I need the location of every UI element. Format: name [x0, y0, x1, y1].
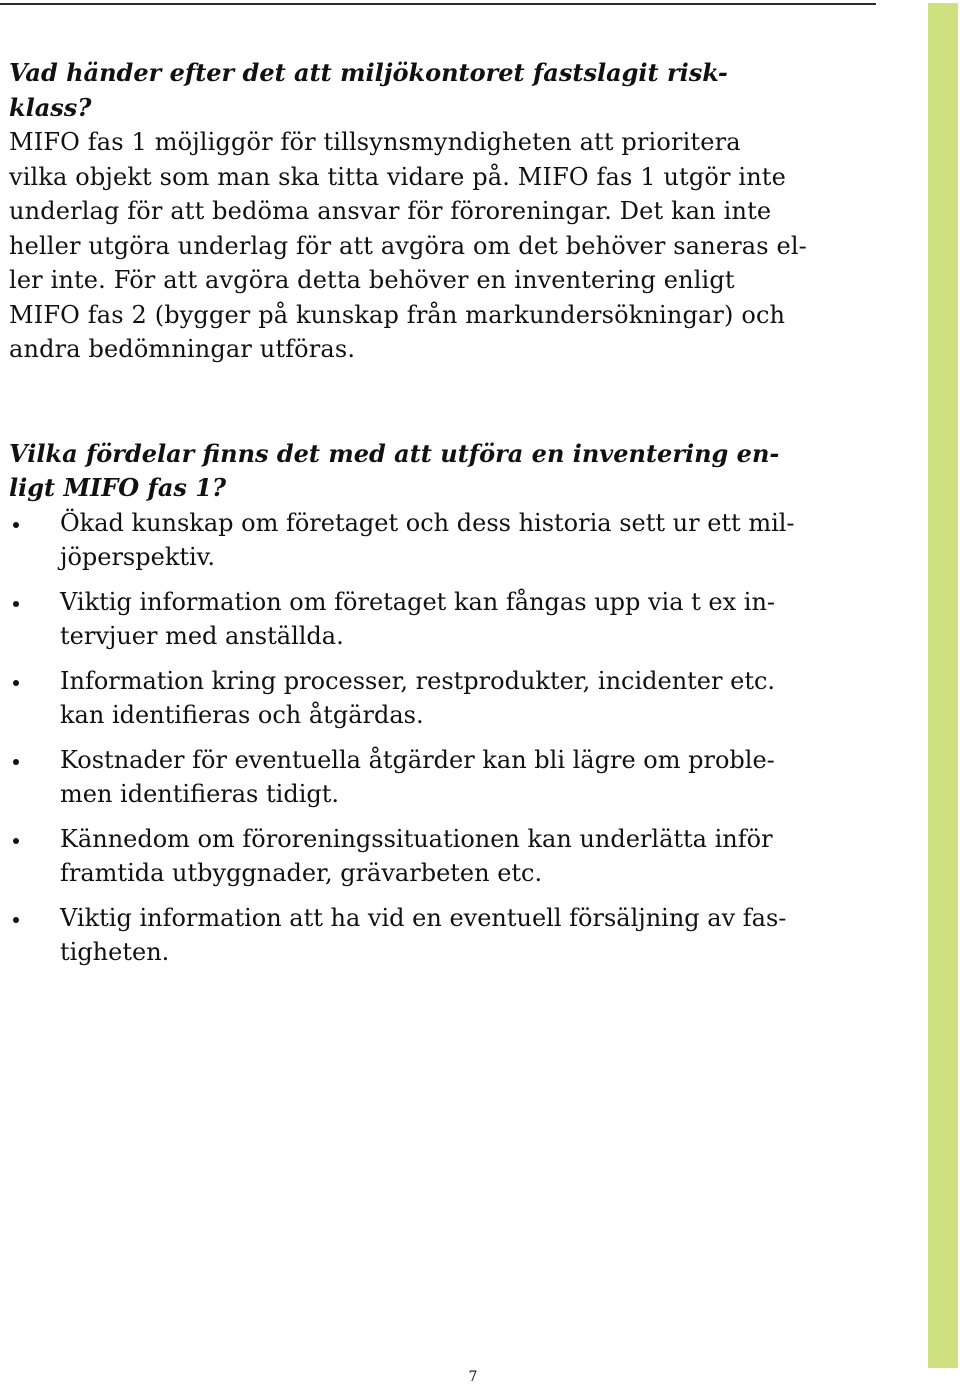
heading-line: Vad händer efter det att miljökontoret fastslagit risk- [9, 58, 728, 87]
list-item [9, 822, 871, 891]
section-heading-benefits [9, 437, 871, 506]
side-accent-bar [928, 3, 958, 1368]
list-item-line: Viktig information att ha vid en eventuell försäljning av fas- [60, 903, 787, 932]
section-heading-risk-class [9, 56, 871, 125]
list-item [9, 743, 871, 812]
list-item-line: jöperspektiv. [60, 543, 216, 571]
list-item-line: men identifieras tidigt. [60, 780, 339, 808]
heading-line: klass? [9, 92, 92, 122]
paragraph-line: MIFO fas 2 (bygger på kunskap från markundersökningar) och [9, 300, 786, 329]
benefits-list [9, 506, 871, 970]
list-item-line: Kostnader för eventuella åtgärder kan bli lägre om proble- [60, 745, 775, 774]
list-item-line: kan identifieras och åtgärdas. [60, 701, 424, 729]
paragraph-line: andra bedömningar utföras. [9, 335, 356, 363]
section-spacer [9, 367, 871, 437]
bullet-dot-icon [13, 759, 19, 765]
paragraph-line: ler inte. För att avgöra detta behöver en inventering enligt [9, 266, 735, 294]
list-item-line: framtida utbyggnader, grävarbeten etc. [60, 859, 543, 887]
bullet-dot-icon [13, 838, 19, 844]
paragraph-line: vilka objekt som man ska titta vidare på. MIFO fas 1 utgör inte [9, 162, 786, 191]
list-item-line: tervjuer med anställda. [60, 622, 344, 650]
list-item-line: Kännedom om föroreningssituationen kan underlätta inför [60, 824, 773, 853]
list-item-line: tigheten. [60, 938, 170, 966]
bullet-dot-icon [13, 601, 19, 607]
list-item [9, 585, 871, 654]
list-item [9, 901, 871, 970]
list-item [9, 664, 871, 733]
list-item [9, 506, 871, 575]
bullet-dot-icon [13, 680, 19, 686]
heading-line: Vilka fördelar finns det med att utföra en inventering en- [9, 438, 780, 468]
paragraph-line: underlag för att bedöma ansvar för föroreningar. Det kan inte [9, 197, 772, 225]
top-rule [0, 3, 876, 5]
heading-line: ligt MIFO fas 1? [9, 473, 227, 502]
paragraph-line: heller utgöra underlag för att avgöra om det behöver saneras el- [9, 231, 807, 260]
list-item-line: Information kring processer, restprodukter, incidenter etc. [60, 666, 776, 695]
list-item-line: Ökad kunskap om företaget och dess historia sett ur ett mil- [60, 508, 795, 537]
list-item-line: Viktig information om företaget kan fångas upp via t ex in- [60, 587, 776, 616]
page-content [9, 56, 871, 980]
section-paragraph-mifo [9, 125, 871, 367]
paragraph-line: MIFO fas 1 möjliggör för tillsynsmyndigheten att prioritera [9, 128, 741, 156]
bullet-dot-icon [13, 917, 19, 923]
bullet-dot-icon [13, 522, 19, 528]
page-number: 7 [468, 1369, 478, 1385]
